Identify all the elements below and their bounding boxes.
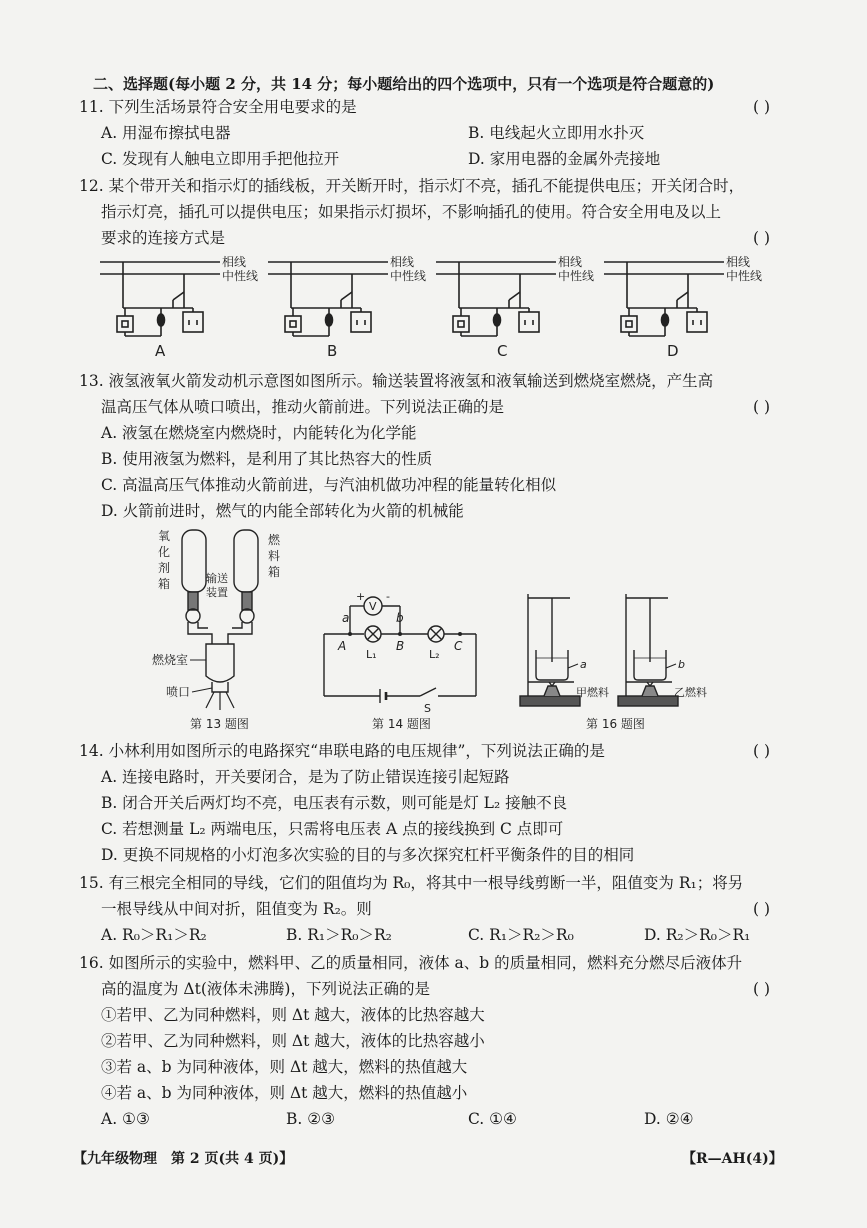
q16-line1: 16. 如图所示的实验中，燃料甲、乙的质量相同，液体 a、b 的质量相同，燃料充分燃尽后液体升 (79, 954, 743, 972)
q12-diagram-c (436, 262, 556, 336)
fig13-caption: 第 13 题图 (190, 717, 249, 731)
fig13-fuel-2: 料 (268, 549, 281, 563)
fig16-fuel-jia: 甲燃料 (576, 686, 609, 699)
q11-option-d: D. 家用电器的金属外壳接地 (468, 150, 661, 168)
fig13-oxidizer-3: 剂 (158, 561, 171, 575)
q16-line2: 高的温度为 Δt(液体未沸腾)，下列说法正确的是 (101, 980, 430, 998)
q12-answer-paren: ( ) (753, 229, 771, 247)
footer-right: 【R—AH(4)】 (682, 1151, 783, 1167)
fig16-liquid-b: b (678, 658, 685, 671)
fig14-l2: L₂ (429, 648, 440, 661)
fig14-point-a: A (338, 639, 347, 653)
q13-option-c: C. 高温高压气体推动火箭前进，与汽油机做功冲程的能量转化相似 (101, 476, 557, 494)
q16-option-d: D. ②④ (644, 1110, 694, 1128)
q16-statement-4: ④若 a、b 为同种液体，则 Δt 越大，燃料的热值越小 (101, 1084, 468, 1102)
q14-stem: 14. 小林利用如图所示的电路探究“串联电路的电压规律”，下列说法正确的是 (79, 742, 605, 760)
oxidizer-tank (182, 530, 206, 592)
fig13-fuel-1: 燃 (268, 533, 281, 547)
transport-pump-left (186, 609, 200, 623)
q12-wire-neutral-c: 中性线 (558, 269, 595, 283)
q11-option-c: C. 发现有人触电立即用手把他拉开 (101, 150, 340, 168)
q16-option-c: C. ①④ (468, 1110, 517, 1128)
fig16-stand-yi (618, 594, 678, 706)
q12-diagram-a (100, 262, 220, 336)
fig14-point-b: B (396, 639, 405, 653)
q15-answer-paren: ( ) (753, 900, 771, 918)
q11-answer-paren: ( ) (753, 98, 771, 116)
fig13-oxidizer-4: 箱 (158, 577, 171, 591)
fig13-oxidizer-2: 化 (158, 545, 171, 559)
q12-label-c: C (497, 342, 508, 360)
q12-line3: 要求的连接方式是 (101, 229, 226, 247)
q12-label-b: B (327, 342, 338, 360)
q12-wire-live-b: 相线 (390, 255, 415, 269)
q14-option-c: C. 若想测量 L₂ 两端电压，只需将电压表 A 点的接线换到 C 点即可 (101, 820, 564, 838)
combustion-chamber (206, 644, 234, 682)
q12-diagram-d (604, 262, 724, 336)
q11-option-a: A. 用湿布擦拭电器 (101, 124, 231, 142)
q14-option-a: A. 连接电路时，开关要闭合，是为了防止错误连接引起短路 (101, 768, 510, 786)
fig14-caption: 第 14 题图 (372, 717, 431, 731)
q13-answer-paren: ( ) (753, 398, 771, 416)
fig14-l1: L₁ (366, 648, 377, 661)
section-header: 二、选择题(每小题 2 分，共 14 分；每小题给出的四个选项中，只有一个选项是符合题意的) (93, 75, 715, 93)
q16-statement-1: ①若甲、乙为同种燃料，则 Δt 越大，液体的比热容越大 (101, 1006, 485, 1024)
transport-pump-right (240, 609, 254, 623)
fuel-tank (234, 530, 258, 592)
fig13-chamber-label: 燃烧室 (152, 653, 189, 667)
fig13-fuel-3: 箱 (268, 565, 281, 579)
q16-option-a: A. ①③ (101, 1110, 150, 1128)
fig14-b: b (396, 611, 404, 625)
fig13-oxidizer-1: 氧 (158, 529, 171, 543)
q13-line2: 温高压气体从喷口喷出，推动火箭前进。下列说法正确的是 (101, 398, 505, 416)
q12-wire-live-c: 相线 (558, 255, 583, 269)
q11-stem: 11. 下列生活场景符合安全用电要求的是 (79, 98, 357, 116)
switch-s (420, 688, 436, 696)
q11-option-b: B. 电线起火立即用水扑灭 (468, 124, 645, 142)
q12-wire-neutral-b: 中性线 (390, 269, 427, 283)
q12-wiring-diagrams (95, 250, 785, 362)
fig14-a: a (342, 611, 350, 625)
q12-wire-neutral-a: 中性线 (222, 269, 259, 283)
q12-diagram-b (268, 262, 388, 336)
q13-option-b: B. 使用液氢为燃料，是利用了其比热容大的性质 (101, 450, 433, 468)
fig16-fuel-yi: 乙燃料 (674, 686, 707, 699)
q15-option-b: B. R₁＞R₀＞R₂ (286, 926, 392, 944)
q15-option-d: D. R₂＞R₀＞R₁ (644, 926, 751, 944)
fig16-liquid-a: a (580, 658, 587, 671)
q16-answer-paren: ( ) (753, 980, 771, 998)
fig13-transport-1: 输送 (206, 572, 228, 585)
q12-line2: 指示灯亮，插孔可以提供电压；如果指示灯损坏，不影响插孔的使用。符合安全用电及以上 (101, 203, 722, 221)
q16-statement-2: ②若甲、乙为同种燃料，则 Δt 越大，液体的比热容越小 (101, 1032, 485, 1050)
fig14-s: S (424, 702, 431, 715)
q12-wire-live-a: 相线 (222, 255, 247, 269)
q13-option-d: D. 火箭前进时，燃气的内能全部转化为火箭的机械能 (101, 502, 464, 520)
fig13-transport-2: 装置 (206, 586, 228, 599)
fig14-series-circuit (316, 590, 506, 734)
q13-option-a: A. 液氢在燃烧室内燃烧时，内能转化为化学能 (101, 424, 417, 442)
q12-wire-neutral-d: 中性线 (726, 269, 763, 283)
q12-wire-live-d: 相线 (726, 255, 751, 269)
q13-line1: 13. 液氢液氧火箭发动机示意图如图所示。输送装置将液氢和液氧输送到燃烧室燃烧，产生高 (79, 372, 714, 390)
fig13-rocket-engine (150, 526, 290, 734)
q14-option-d: D. 更换不同规格的小灯泡多次实验的目的与多次探究杠杆平衡条件的目的相同 (101, 846, 635, 864)
q14-option-b: B. 闭合开关后两灯均不亮，电压表有示数，则可能是灯 L₂ 接触不良 (101, 794, 568, 812)
footer-left: 【九年级物理 第 2 页(共 4 页)】 (73, 1151, 294, 1167)
q16-option-b: B. ②③ (286, 1110, 336, 1128)
q12-label-d: D (667, 342, 679, 360)
q15-line1: 15. 有三根完全相同的导线，它们的阻值均为 R₀，将其中一根导线剪断一半，阻值变为 R₁；将另 (79, 874, 744, 892)
fig13-nozzle-label: 喷口 (166, 685, 191, 699)
q14-answer-paren: ( ) (753, 742, 771, 760)
fig14-voltmeter-label: V (369, 600, 377, 613)
q12-line1: 12. 某个带开关和指示灯的插线板，开关断开时，指示灯不亮，插孔不能提供电压；开关闭合时， (79, 177, 745, 195)
q16-statement-3: ③若 a、b 为同种液体，则 Δt 越大，燃料的热值越大 (101, 1058, 468, 1076)
q12-label-a: A (155, 342, 166, 360)
fig16-caption: 第 16 题图 (586, 717, 645, 731)
fig14-plus: + (356, 590, 366, 603)
fig14-minus: - (386, 590, 390, 603)
q15-line2: 一根导线从中间对折，阻值变为 R₂。则 (101, 900, 372, 918)
fig16-heating-setup (516, 588, 716, 734)
q15-option-c: C. R₁＞R₂＞R₀ (468, 926, 574, 944)
fig14-point-c: C (454, 639, 463, 653)
q15-option-a: A. R₀＞R₁＞R₂ (101, 926, 207, 944)
